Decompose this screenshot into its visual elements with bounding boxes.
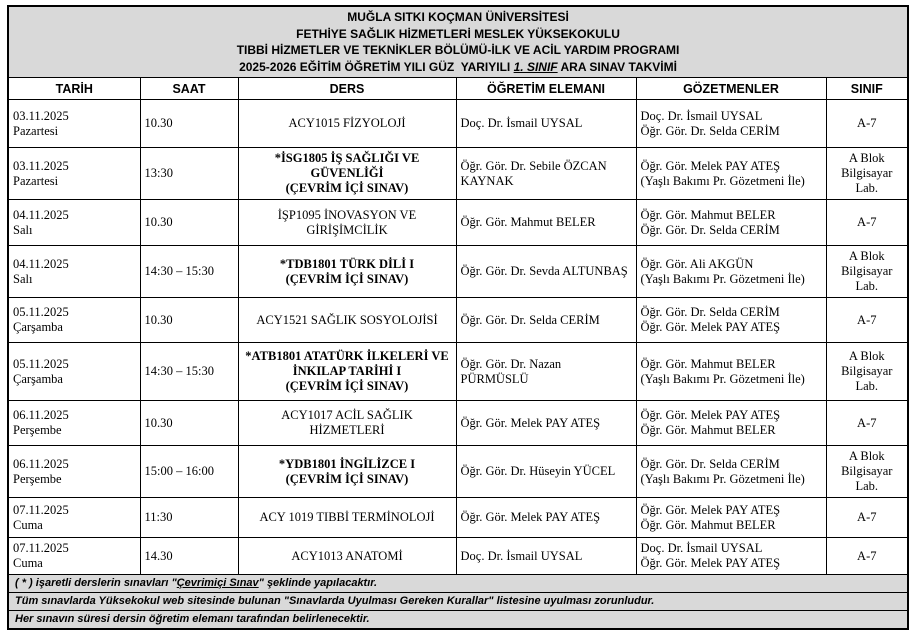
room-cell: A-7 [826, 401, 908, 446]
title-school: FETHİYE SAĞLIK HİZMETLERİ MESLEK YÜKSEKOKULU [296, 26, 620, 41]
date-cell: 04.11.2025 Salı [8, 200, 140, 246]
instructor-cell: Öğr. Gör. Melek PAY ATEŞ [456, 498, 636, 538]
instructor-cell: Öğr. Gör. Mahmut BELER [456, 200, 636, 246]
course-cell: ACY1521 SAĞLIK SOSYOLOJİSİ [238, 298, 456, 343]
column-header-room: SINIF [826, 78, 908, 100]
footnote-online-exams [8, 575, 908, 593]
proctors-cell: Doç. Dr. İsmail UYSAL Öğr. Gör. Dr. Selda CERİM [636, 100, 826, 148]
time-cell: 10.30 [140, 298, 238, 343]
room-cell: A Blok Bilgisayar Lab. [826, 246, 908, 298]
table-row [8, 200, 908, 246]
table-row [8, 498, 908, 538]
room-cell: A-7 [826, 100, 908, 148]
room-cell: A-7 [826, 538, 908, 575]
room-cell: A Blok Bilgisayar Lab. [826, 446, 908, 498]
proctors-cell: Öğr. Gör. Melek PAY ATEŞ Öğr. Gör. Mahmut BELER [636, 401, 826, 446]
table-row [8, 298, 908, 343]
proctors-cell: Öğr. Gör. Dr. Selda CERİM (Yaşlı Bakımı Pr. Gözetmeni İle) [636, 446, 826, 498]
column-header-instructor: ÖĞRETİM ELEMANI [456, 78, 636, 100]
instructor-cell: Öğr. Gör. Melek PAY ATEŞ [456, 401, 636, 446]
title-term-suffix: ARA SINAV TAKVİMİ [557, 59, 677, 74]
proctors-cell: Öğr. Gör. Melek PAY ATEŞ (Yaşlı Bakımı Pr. Gözetmeni İle) [636, 148, 826, 200]
time-cell: 14:30 – 15:30 [140, 246, 238, 298]
course-cell: *TDB1801 TÜRK DİLİ I (ÇEVRİM İÇİ SINAV) [238, 246, 456, 298]
column-header-date: TARİH [8, 78, 140, 100]
table-row [8, 538, 908, 575]
course-cell: İŞP1095 İNOVASYON VE GİRİŞİMCİLİK [238, 200, 456, 246]
room-cell: A-7 [826, 200, 908, 246]
instructor-cell: Öğr. Gör. Dr. Nazan PÜRMÜSLÜ [456, 343, 636, 401]
exam-schedule-table [7, 5, 909, 630]
instructor-cell: Öğr. Gör. Dr. Hüseyin YÜCEL [456, 446, 636, 498]
proctors-cell: Öğr. Gör. Mahmut BELER (Yaşlı Bakımı Pr. Gözetmeni İle) [636, 343, 826, 401]
footnote-row-3 [8, 611, 908, 630]
room-cell: A-7 [826, 498, 908, 538]
column-header-time: SAAT [140, 78, 238, 100]
table-row [8, 343, 908, 401]
date-cell: 04.11.2025 Salı [8, 246, 140, 298]
time-cell: 11:30 [140, 498, 238, 538]
exam-table-body [8, 100, 908, 575]
date-cell: 06.11.2025 Perşembe [8, 401, 140, 446]
footnote-rules: Tüm sınavlarda Yüksekokul web sitesinde bulunan "Sınavlarda Uyulması Gereken Kurallar" listesine uyulması zorunludur. [8, 593, 908, 611]
time-cell: 15:00 – 16:00 [140, 446, 238, 498]
instructor-cell: Öğr. Gör. Dr. Sevda ALTUNBAŞ [456, 246, 636, 298]
date-cell: 07.11.2025 Cuma [8, 538, 140, 575]
course-cell: *İSG1805 İŞ SAĞLIĞI VE GÜVENLİĞİ (ÇEVRİM İÇİ SINAV) [238, 148, 456, 200]
proctors-cell: Öğr. Gör. Mahmut BELER Öğr. Gör. Dr. Selda CERİM [636, 200, 826, 246]
date-cell: 05.11.2025 Çarşamba [8, 343, 140, 401]
date-cell: 03.11.2025 Pazartesi [8, 100, 140, 148]
column-header-row [8, 78, 908, 100]
proctors-cell: Öğr. Gör. Melek PAY ATEŞ Öğr. Gör. Mahmut BELER [636, 498, 826, 538]
document-title-block [8, 6, 908, 78]
table-row [8, 246, 908, 298]
table-row [8, 100, 908, 148]
proctors-cell: Doç. Dr. İsmail UYSAL Öğr. Gör. Melek PAY ATEŞ [636, 538, 826, 575]
time-cell: 10.30 [140, 200, 238, 246]
table-row [8, 401, 908, 446]
table-row [8, 446, 908, 498]
instructor-cell: Doç. Dr. İsmail UYSAL [456, 100, 636, 148]
title-term [13, 59, 903, 76]
proctors-cell: Öğr. Gör. Dr. Selda CERİM Öğr. Gör. Melek PAY ATEŞ [636, 298, 826, 343]
exam-schedule-sheet [7, 5, 909, 630]
title-row [8, 6, 908, 78]
instructor-cell: Öğr. Gör. Dr. Selda CERİM [456, 298, 636, 343]
footnote-1-underlined: Çevrimiçi Sınav [176, 577, 259, 589]
proctors-cell: Öğr. Gör. Ali AKGÜN (Yaşlı Bakımı Pr. Gözetmeni İle) [636, 246, 826, 298]
date-cell: 03.11.2025 Pazartesi [8, 148, 140, 200]
instructor-cell: Öğr. Gör. Dr. Sebile ÖZCAN KAYNAK [456, 148, 636, 200]
footnote-row-2 [8, 593, 908, 611]
time-cell: 10.30 [140, 401, 238, 446]
column-header-proctors: GÖZETMENLER [636, 78, 826, 100]
instructor-cell: Doç. Dr. İsmail UYSAL [456, 538, 636, 575]
footnote-1-pre: ( * ) işaretli derslerin sınavları " [15, 577, 177, 589]
table-row [8, 148, 908, 200]
course-cell: ACY1017 ACİL SAĞLIK HİZMETLERİ [238, 401, 456, 446]
course-cell: ACY1015 FİZYOLOJİ [238, 100, 456, 148]
time-cell: 13:30 [140, 148, 238, 200]
column-header-course: DERS [238, 78, 456, 100]
room-cell: A Blok Bilgisayar Lab. [826, 148, 908, 200]
footnote-duration: Her sınavın süresi dersin öğretim elemanı tarafından belirlenecektir. [8, 611, 908, 630]
course-cell: *ATB1801 ATATÜRK İLKELERİ VE İNKILAP TARİHİ I (ÇEVRİM İÇİ SINAV) [238, 343, 456, 401]
date-cell: 07.11.2025 Cuma [8, 498, 140, 538]
room-cell: A-7 [826, 298, 908, 343]
title-term-prefix: 2025-2026 EĞİTİM ÖĞRETİM YILI GÜZ YARIYILI [239, 59, 514, 74]
room-cell: A Blok Bilgisayar Lab. [826, 343, 908, 401]
date-cell: 06.11.2025 Perşembe [8, 446, 140, 498]
footnote-row-1 [8, 575, 908, 593]
title-department: TIBBİ HİZMETLER VE TEKNİKLER BÖLÜMÜ-İLK VE ACİL YARDIM PROGRAMI [236, 43, 680, 57]
course-cell: *YDB1801 İNGİLİZCE I (ÇEVRİM İÇİ SINAV) [238, 446, 456, 498]
date-cell: 05.11.2025 Çarşamba [8, 298, 140, 343]
footnote-1-post: " şeklinde yapılacaktır. [258, 577, 378, 589]
title-class-level: 1. SINIF [513, 59, 558, 74]
time-cell: 14.30 [140, 538, 238, 575]
title-university: MUĞLA SITKI KOÇMAN ÜNİVERSİTESİ [347, 10, 569, 24]
course-cell: ACY1013 ANATOMİ [238, 538, 456, 575]
time-cell: 14:30 – 15:30 [140, 343, 238, 401]
time-cell: 10.30 [140, 100, 238, 148]
course-cell: ACY 1019 TIBBİ TERMİNOLOJİ [238, 498, 456, 538]
